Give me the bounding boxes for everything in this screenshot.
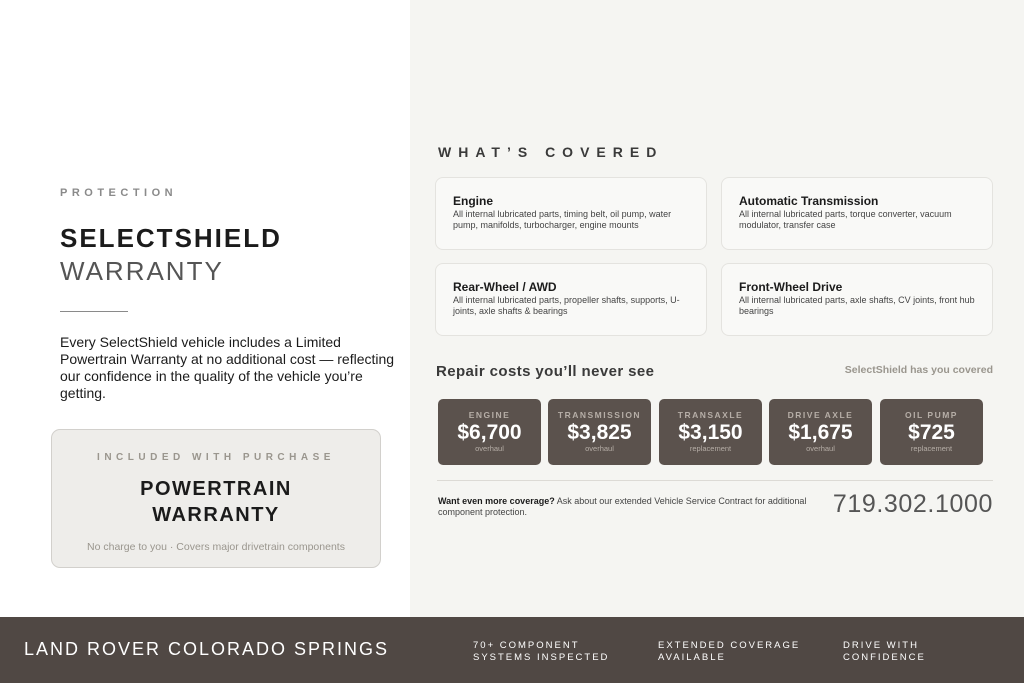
contact-divider bbox=[437, 480, 993, 481]
page-title-line1: SELECTSHIELD bbox=[60, 223, 282, 253]
coverage-card-title: Engine bbox=[453, 194, 494, 208]
page-title-line2: WARRANTY bbox=[60, 256, 224, 286]
repair-cost-label: OIL PUMP bbox=[905, 410, 958, 420]
repair-cost-type: overhaul bbox=[475, 444, 504, 453]
repair-cost-label: DRIVE AXLE bbox=[787, 410, 854, 420]
repair-cost-type: replacement bbox=[689, 444, 732, 453]
footer-feature-confidence bbox=[843, 640, 926, 664]
footer-feature-line2: SYSTEMS INSPECTED bbox=[473, 652, 610, 663]
protection-eyebrow: PROTECTION bbox=[60, 187, 178, 199]
repair-cost-label: ENGINE bbox=[468, 410, 511, 420]
repair-cost-oil-pump bbox=[880, 399, 983, 465]
repair-cost-transaxle bbox=[659, 399, 762, 465]
footer-bar bbox=[0, 617, 1024, 683]
included-with-purchase-card bbox=[51, 429, 381, 568]
repair-cost-type: overhaul bbox=[585, 444, 614, 453]
intro-description: Every SelectShield vehicle includes a Limited Powertrain Warranty at no additional cost — reflecting our confidence in the quality of the vehicle you’re getting. bbox=[60, 334, 395, 401]
coverage-card-desc: All internal lubricated parts, propeller shafts, supports, U-joints, axle shafts & bearings bbox=[453, 295, 680, 316]
coverage-card-desc: All internal lubricated parts, axle shafts, CV joints, front hub bearings bbox=[739, 295, 975, 316]
repair-cost-type: overhaul bbox=[806, 444, 835, 453]
footer-feature-line2: CONFIDENCE bbox=[843, 652, 926, 663]
purchase-card-note: No charge to you · Covers major drivetrain components bbox=[87, 541, 345, 553]
footer-feature-inspected bbox=[473, 640, 609, 664]
footer-feature-extended-coverage bbox=[658, 640, 800, 664]
coverage-card-desc: All internal lubricated parts, torque converter, vacuum modulator, transfer case bbox=[739, 209, 952, 230]
footer-feature-line1: 70+ COMPONENT bbox=[473, 640, 580, 651]
repair-cost-type: replacement bbox=[910, 444, 953, 453]
repair-cost-engine bbox=[438, 399, 541, 465]
coverage-card-engine bbox=[435, 177, 707, 250]
repair-cost-label: TRANSMISSION bbox=[557, 410, 642, 420]
phone-number[interactable]: 719.302.1000 bbox=[832, 490, 993, 518]
repair-costs-heading: Repair costs you’ll never see bbox=[436, 363, 655, 380]
coverage-card-front-wheel-drive bbox=[721, 263, 993, 336]
title-divider bbox=[60, 311, 128, 312]
coverage-card-title: Rear-Wheel / AWD bbox=[453, 280, 557, 294]
repair-cost-amount: $725 bbox=[908, 421, 955, 444]
repair-cost-amount: $3,150 bbox=[678, 421, 743, 444]
extended-coverage-lead: Want even more coverage? bbox=[438, 496, 555, 506]
coverage-card-desc: All internal lubricated parts, timing belt, oil pump, water pump, manifolds, turbocharger, engine mounts bbox=[453, 209, 672, 230]
purchase-card-title-line2: WARRANTY bbox=[152, 504, 280, 526]
extended-coverage-note bbox=[438, 496, 818, 518]
coverage-card-automatic-transmission bbox=[721, 177, 993, 250]
repair-cost-drive-axle bbox=[769, 399, 872, 465]
footer-feature-line2: AVAILABLE bbox=[658, 652, 726, 663]
footer-feature-line1: DRIVE WITH bbox=[843, 640, 919, 651]
repair-cost-amount: $1,675 bbox=[788, 421, 853, 444]
coverage-card-title: Front-Wheel Drive bbox=[739, 280, 843, 294]
extended-coverage-text: Ask about our extended Vehicle Service Contract for additional component protection. bbox=[438, 496, 807, 517]
repair-cost-amount: $6,700 bbox=[457, 421, 522, 444]
repair-cost-label: TRANSAXLE bbox=[677, 410, 744, 420]
whats-covered-heading: WHAT’S COVERED bbox=[438, 144, 664, 160]
repair-cost-transmission bbox=[548, 399, 651, 465]
repair-cost-amount: $3,825 bbox=[567, 421, 632, 444]
repair-costs-subheading: SelectShield has you covered bbox=[844, 364, 993, 376]
coverage-card-rear-wheel-awd bbox=[435, 263, 707, 336]
footer-feature-line1: EXTENDED COVERAGE bbox=[658, 640, 801, 651]
purchase-card-title bbox=[52, 476, 380, 528]
purchase-card-title-line1: POWERTRAIN bbox=[140, 478, 292, 500]
coverage-card-title: Automatic Transmission bbox=[739, 194, 879, 208]
purchase-card-eyebrow: INCLUDED WITH PURCHASE bbox=[97, 452, 335, 463]
dealer-name: LAND ROVER COLORADO SPRINGS bbox=[24, 639, 390, 659]
